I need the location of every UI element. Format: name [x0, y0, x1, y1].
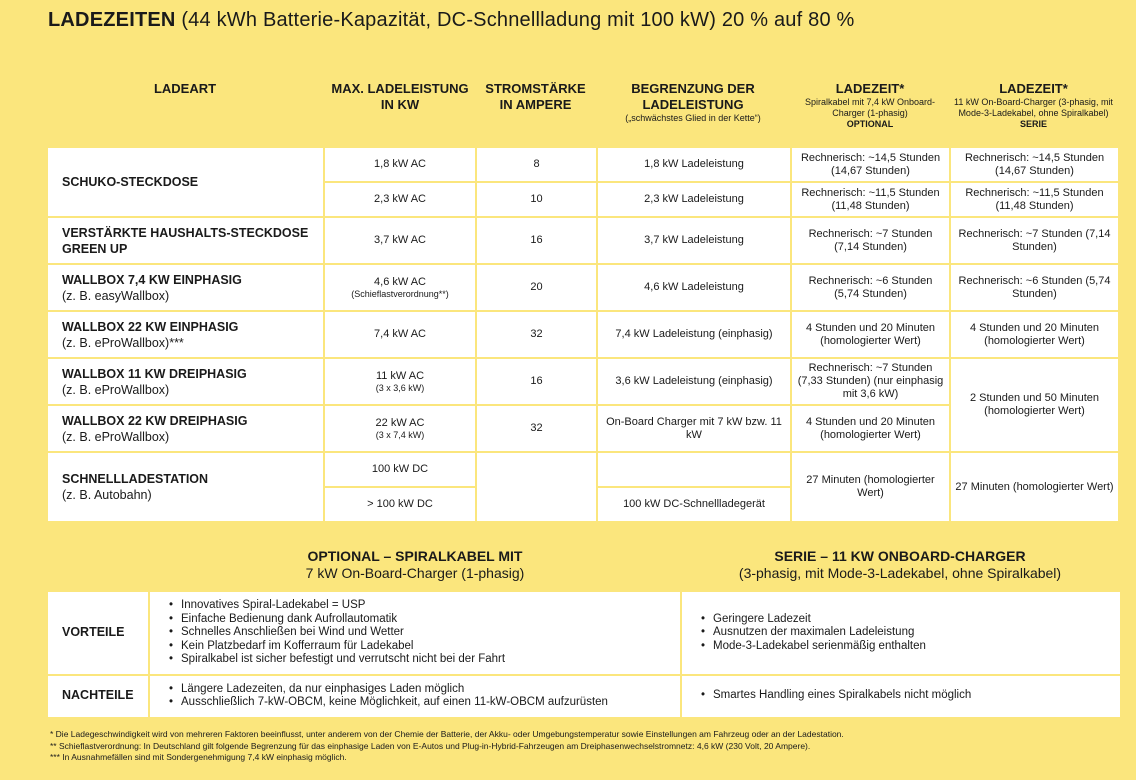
cell-kw: 22 kW AC (3 x 7,4 kW): [324, 405, 476, 452]
table-row: [47, 311, 1119, 358]
cell-time-optional: 27 Minuten (homologierter Wert): [791, 452, 950, 522]
cell-limit: On-Board Charger mit 7 kW bzw. 11 kW: [597, 405, 791, 452]
cell-amp: 20: [476, 264, 597, 311]
cell-time-optional: Rechnerisch: ~7 Stunden (7,14 Stunden): [791, 217, 950, 264]
vorteile-label: VORTEILE: [47, 591, 149, 675]
list-item: • Ausnutzen der maximalen Ladeleistung: [713, 626, 1119, 640]
header-ladezeit-serie-sub: 11 kW On-Board-Charger (3-phasig, mit Mode-3-Ladekabel, ohne Spiralkabel): [954, 97, 1113, 118]
list-item: • Spiralkabel ist sicher befestigt und verrutscht nicht bei der Fahrt: [181, 653, 679, 667]
cell-time-serie: 27 Minuten (homologierter Wert): [950, 452, 1119, 522]
header-optional-label: OPTIONAL: [846, 119, 894, 129]
page-title: [48, 9, 855, 32]
cell-limit: 7,4 kW Ladeleistung (einphasig): [597, 311, 791, 358]
nachteile-optional: [149, 675, 681, 718]
header-begrenzung: BEGRENZUNG DER LADELEISTUNG („schwächstes Glied in der Kette“): [600, 81, 786, 124]
cell-kw: 3,7 kW AC: [324, 217, 476, 264]
header-leistung: MAX. LADELEISTUNG IN KW: [331, 81, 469, 112]
title-rest: (44 kWh Batterie-Kapazität, DC-Schnellladung mit 100 kW) 20 % auf 80 %: [175, 9, 855, 31]
header-serie-label: SERIE: [1019, 119, 1047, 129]
cell-limit: 3,7 kW Ladeleistung: [597, 217, 791, 264]
header-ladezeit-optional-sub: Spiralkabel mit 7,4 kW Onboard-Charger (1-phasig): [804, 97, 936, 118]
vorteile-optional: [149, 591, 681, 675]
cell-kw: 7,4 kW AC: [324, 311, 476, 358]
list-item: • Smartes Handling eines Spiralkabels nicht möglich: [713, 689, 1119, 703]
cell-limit: 100 kW DC-Schnellladegerät: [597, 487, 791, 522]
table-row: [47, 452, 1119, 487]
footnote: ** Schieflastverordnung: In Deutschland gilt folgende Begrenzung für das einphasige Laden von E-Autos und Plug-in-Hybrid-Fahrzeugen am Dreiphasenwechselstromnetz: 4,6 kW (230 Volt, 20 Ampere).: [50, 740, 811, 751]
cell-amp: 32: [476, 311, 597, 358]
cell-time-optional: 4 Stunden und 20 Minuten (homologierter Wert): [791, 311, 950, 358]
cell-time-serie: Rechnerisch: ~11,5 Stunden (11,48 Stunden): [950, 182, 1119, 217]
vorteile-serie: [681, 591, 1121, 675]
cell-amp: 10: [476, 182, 597, 217]
comparison-table: [46, 590, 1122, 719]
table-row: [47, 675, 1121, 718]
list-item: • Längere Ladezeiten, da nur einphasiges Laden möglich: [181, 683, 679, 697]
cell-time-optional: Rechnerisch: ~11,5 Stunden (11,48 Stunden): [791, 182, 950, 217]
row-name-wallbox-22-dreiphasig: WALLBOX 22 KW DREIPHASIG (z. B. eProWallbox): [47, 405, 324, 452]
header-ladeart: LADEART: [153, 81, 217, 96]
cell-limit: 4,6 kW Ladeleistung: [597, 264, 791, 311]
cell-amp: 16: [476, 217, 597, 264]
cell-time-optional: Rechnerisch: ~6 Stunden (5,74 Stunden): [791, 264, 950, 311]
table-row: [47, 264, 1119, 311]
section-serie-heading: SERIE – 11 KW ONBOARD-CHARGER (3-phasig, mit Mode-3-Ladekabel, ohne Spiralkabel): [738, 548, 1062, 581]
cell-kw: 1,8 kW AC: [324, 147, 476, 182]
charging-times-table: [46, 146, 1120, 523]
cell-time-serie: 4 Stunden und 20 Minuten (homologierter Wert): [950, 311, 1119, 358]
row-name-schnellladestation: SCHNELLLADESTATION (z. B. Autobahn): [47, 452, 324, 522]
list-item: • Mode-3-Ladekabel serienmäßig enthalten: [713, 640, 1119, 654]
cell-amp: 8: [476, 147, 597, 182]
cell-kw: 4,6 kW AC (Schieflastverordnung**): [324, 264, 476, 311]
row-name-wallbox-7-4: WALLBOX 7,4 KW EINPHASIG (z. B. easyWallbox): [47, 264, 324, 311]
cell-time-serie: Rechnerisch: ~14,5 Stunden (14,67 Stunden): [950, 147, 1119, 182]
table-row: [47, 358, 1119, 405]
cell-limit: 3,6 kW Ladeleistung (einphasig): [597, 358, 791, 405]
cell-time-optional: Rechnerisch: ~7 Stunden (7,33 Stunden) (nur einphasig mit 3,6 kW): [791, 358, 950, 405]
list-item: • Kein Platzbedarf im Kofferraum für Ladekabel: [181, 640, 679, 654]
cell-time-serie: Rechnerisch: ~7 Stunden (7,14 Stunden): [950, 217, 1119, 264]
table-row: [47, 147, 1119, 182]
cell-amp: 16: [476, 358, 597, 405]
nachteile-serie: [681, 675, 1121, 718]
list-item: • Innovatives Spiral-Ladekabel = USP: [181, 599, 679, 613]
footnote: * Die Ladegeschwindigkeit wird von mehreren Faktoren beeinflusst, unter anderem von der Chemie der Batterie, der Akku- oder Umgebungstemperatur sowie Einstellungen am Fahrzeug oder an der Ladestation.: [50, 729, 844, 739]
header-ladezeit-serie: LADEZEIT* 11 kW On-Board-Charger (3-phasig, mit Mode-3-Ladekabel, ohne Spiralkabel) SERIE: [954, 81, 1113, 129]
list-item: • Schnelles Anschließen bei Wind und Wetter: [181, 626, 679, 640]
row-name-wallbox-11-dreiphasig: WALLBOX 11 KW DREIPHASIG (z. B. eProWallbox): [47, 358, 324, 405]
cell-kw: 2,3 kW AC: [324, 182, 476, 217]
cell-limit: 1,8 kW Ladeleistung: [597, 147, 791, 182]
row-name-wallbox-22-einphasig: WALLBOX 22 KW EINPHASIG (z. B. eProWallbox)***: [47, 311, 324, 358]
row-name-verstaerkt: VERSTÄRKTE HAUSHALTS-STECKDOSE GREEN UP: [47, 217, 324, 264]
list-item: • Ausschließlich 7-kW-OBCM, keine Möglichkeit, auf einen 11-kW-OBCM aufzurüsten: [181, 696, 679, 710]
header-begrenzung-sub: („schwächstes Glied in der Kette“): [625, 113, 761, 123]
cell-time-optional: 4 Stunden und 20 Minuten (homologierter Wert): [791, 405, 950, 452]
cell-amp: 32: [476, 405, 597, 452]
list-item: • Geringere Ladezeit: [713, 613, 1119, 627]
nachteile-label: NACHTEILE: [47, 675, 149, 718]
footnote: *** In Ausnahmefällen sind mit Sondergenehmigung 7,4 kW einphasig möglich.: [50, 752, 347, 762]
list-item: • Einfache Bedienung dank Aufrollautomatik: [181, 613, 679, 627]
header-ladezeit-optional: LADEZEIT* Spiralkabel mit 7,4 kW Onboard-Charger (1-phasig) OPTIONAL: [794, 81, 946, 130]
cell-limit: 2,3 kW Ladeleistung: [597, 182, 791, 217]
table-row: [47, 591, 1121, 675]
table-row: [47, 217, 1119, 264]
cell-limit: [597, 452, 791, 487]
cell-kw: > 100 kW DC: [324, 487, 476, 522]
title-bold: LADEZEITEN: [48, 9, 176, 31]
footnotes: [50, 729, 844, 764]
row-name-schuko: SCHUKO-STECKDOSE: [47, 147, 324, 217]
cell-time-serie: 2 Stunden und 50 Minuten (homologierter Wert): [950, 358, 1119, 452]
cell-kw: 11 kW AC (3 x 3,6 kW): [324, 358, 476, 405]
cell-time-optional: Rechnerisch: ~14,5 Stunden (14,67 Stunden): [791, 147, 950, 182]
section-optional-heading: OPTIONAL – SPIRALKABEL MIT 7 kW On-Board-Charger (1-phasig): [305, 548, 525, 581]
cell-time-serie: Rechnerisch: ~6 Stunden (5,74 Stunden): [950, 264, 1119, 311]
cell-amp: [476, 452, 597, 522]
header-strom: STROMSTÄRKE IN AMPERE: [485, 81, 586, 112]
cell-kw: 100 kW DC: [324, 452, 476, 487]
